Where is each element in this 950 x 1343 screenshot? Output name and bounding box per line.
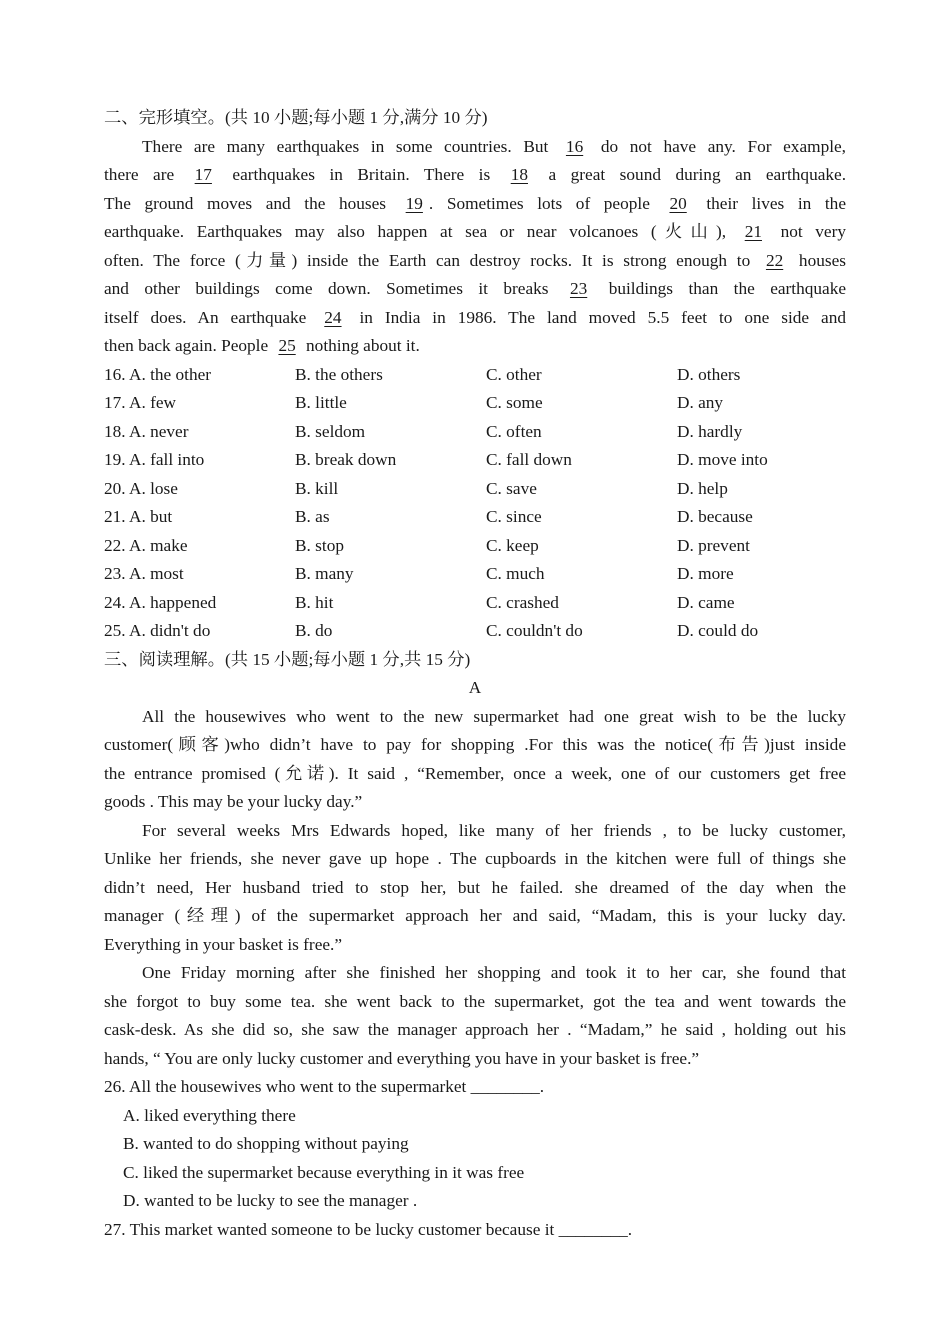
blank-22: 22	[765, 250, 784, 270]
blank-25: 25	[278, 336, 296, 355]
blank-24: 24	[324, 307, 342, 327]
paragraph-line: For several weeks Mrs Edwards hoped, like many of her friends , to be lucky customer,	[142, 820, 846, 840]
question-26-choice-d: D. wanted to be lucky to see the manager .	[123, 1191, 418, 1210]
passage-line: earthquake. Earthquakes may also happen at sea or near volcanoes (火山), 21 not very	[104, 218, 846, 247]
paragraph-line: Unlike her friends, she never gave up hope . The cupboards in the kitchen were full of things she	[104, 849, 846, 868]
passage-line: itself does. An earthquake 24 in India in 1986. The land moved 5.5 feet to one side and	[104, 304, 846, 333]
paragraph-line: the entrance promised (允诺). It said , “Remember, once a week, one of our customers get free	[104, 763, 846, 783]
question-26-choice-c: C. liked the supermarket because everything in it was free	[123, 1162, 525, 1182]
question-27-stem: 27. This market wanted someone to be lucky customer because it ________.	[104, 1219, 633, 1239]
paragraph-line: goods . This may be your lucky day.”	[104, 792, 363, 811]
blank-19: 19	[405, 193, 423, 213]
section3-title: 三、阅读理解。(共 15 小题;每小题 1 分,共 15 分)	[104, 649, 471, 669]
passage-line: The ground moves and the houses 19 . Sometimes lots of people 20 their lives in the	[104, 190, 846, 219]
question-23-options: 23. A. most B. many C. much D. more	[104, 564, 734, 583]
blank-21: 21	[744, 222, 762, 241]
passage-line: there are 17 earthquakes in Britain. There is 18 a great sound during an earthquake.	[104, 161, 846, 190]
blank-17: 17	[194, 165, 212, 184]
paragraph-line: didn’t need, Her husband tried to stop her, but he failed. she dreamed of the day when the	[104, 877, 846, 897]
question-26-stem: 26. All the housewives who went to the supermarket ________.	[104, 1077, 545, 1096]
question-18-options: 18. A. never B. seldom C. often D. hardly	[104, 421, 743, 441]
reading-passage-a	[104, 703, 846, 1074]
paragraph-line: cask-desk. As she did so, she saw the manager approach her . “Madam,” he said , holding out his	[104, 1020, 846, 1039]
blank-16: 16	[565, 136, 584, 156]
question-25-options: 25. A. didn't do B. do C. couldn't do D. could do	[104, 621, 759, 640]
question-26	[104, 1073, 846, 1216]
blank-20: 20	[669, 193, 687, 213]
question-17-options: 17. A. few B. little C. some D. any	[104, 393, 724, 412]
question-19-options: 19. A. fall into B. break down C. fall down D. move into	[104, 450, 768, 469]
passage-line: and other buildings come down. Sometimes it breaks 23 buildings than the earthquake	[104, 275, 846, 304]
cloze-passage	[104, 133, 846, 361]
question-26-choice-a: A. liked everything there	[123, 1105, 296, 1125]
question-22-options: 22. A. make B. stop C. keep D. prevent	[104, 535, 750, 555]
paragraph-line: All the housewives who went to the new supermarket had one great wish to be the lucky	[142, 706, 846, 726]
passage-line: then back again. People 25 nothing about it.	[104, 332, 846, 361]
passage-line: often. The force (力量) inside the Earth can destroy rocks. It is strong enough to 22 houses	[104, 247, 846, 276]
question-26-choice-b: B. wanted to do shopping without paying	[123, 1134, 409, 1153]
section2-title: 二、完形填空。(共 10 小题;每小题 1 分,满分 10 分)	[104, 108, 488, 127]
exam-page	[104, 104, 846, 1244]
paragraph-line: Everything in your basket is free.”	[104, 934, 343, 954]
question-24-options: 24. A. happened B. hit C. crashed D. came	[104, 592, 735, 612]
paragraph-line: customer(顾客)who didn’t have to pay for shopping .For this was the notice(布告)just inside	[104, 735, 846, 754]
blank-23: 23	[569, 279, 588, 298]
paragraph-line: One Friday morning after she finished her shopping and took it to her car, she found that	[142, 963, 846, 982]
question-16-options: 16. A. the other B. the others C. other D. others	[104, 364, 741, 384]
question-21-options: 21. A. but B. as C. since D. because	[104, 507, 753, 526]
cloze-options	[104, 361, 846, 646]
question-20-options: 20. A. lose B. kill C. save D. help	[104, 478, 728, 498]
passage-line: There are many earthquakes in some countries. But 16 do not have any. For example,	[104, 133, 846, 162]
paragraph-line: she forgot to buy some tea. she went back to the supermarket, got the tea and went towards the	[104, 991, 846, 1011]
blank-18: 18	[510, 165, 528, 184]
paragraph-line: hands, “ You are only lucky customer and everything you have in your basket is free.”	[104, 1048, 700, 1068]
passage-label: A	[468, 678, 482, 697]
paragraph-line: manager (经理) of the supermarket approach her and said, “Madam, this is your lucky day.	[104, 906, 846, 925]
